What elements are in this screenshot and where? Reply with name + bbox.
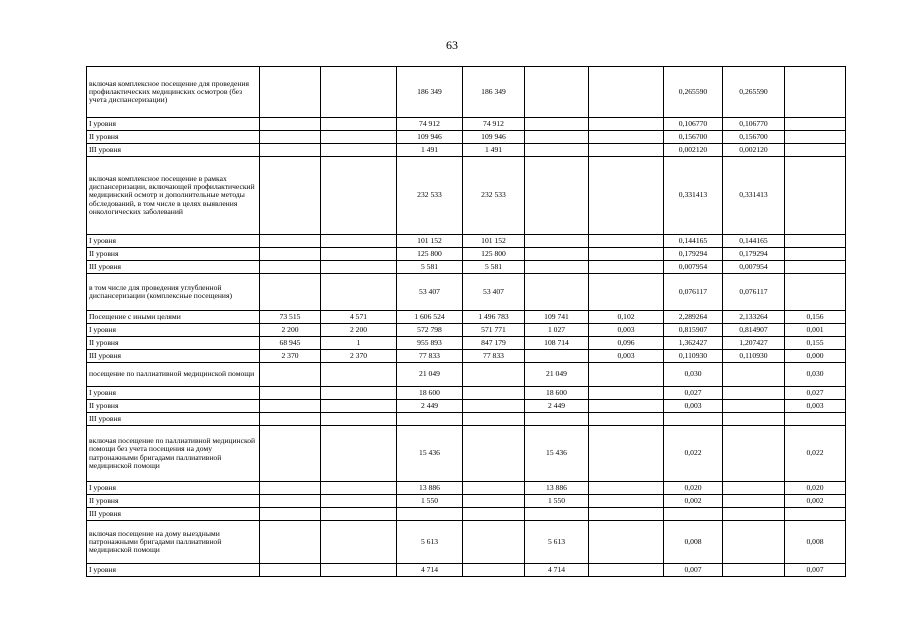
value-cell: 0,265590 [723, 67, 785, 118]
value-cell: 0,022 [664, 426, 723, 482]
value-cell: 109 946 [463, 131, 525, 144]
row-label-cell: III уровня [87, 508, 260, 521]
value-cell: 0,814907 [723, 324, 785, 337]
row-label-cell: I уровня [87, 482, 260, 495]
value-cell [260, 131, 321, 144]
value-cell: 2 449 [525, 400, 589, 413]
value-cell [463, 413, 525, 426]
value-cell: 232 533 [463, 157, 525, 235]
value-cell: 0,110930 [723, 350, 785, 363]
value-cell [723, 564, 785, 577]
row-label-cell: II уровня [87, 400, 260, 413]
value-cell: 13 886 [397, 482, 463, 495]
row-label-cell: I уровня [87, 564, 260, 577]
value-cell [589, 248, 664, 261]
value-cell [397, 508, 463, 521]
value-cell [260, 274, 321, 311]
table-row [87, 363, 846, 387]
value-cell: 73 515 [260, 311, 321, 324]
value-cell [260, 426, 321, 482]
value-cell [785, 248, 846, 261]
value-cell: 13 886 [525, 482, 589, 495]
value-cell [260, 413, 321, 426]
value-cell [463, 387, 525, 400]
value-cell [321, 495, 397, 508]
value-cell [260, 157, 321, 235]
table-row [87, 324, 846, 337]
value-cell [525, 131, 589, 144]
table-row [87, 118, 846, 131]
value-cell: 1 491 [463, 144, 525, 157]
value-cell: 53 407 [397, 274, 463, 311]
value-cell: 1,362427 [664, 337, 723, 350]
value-cell [589, 495, 664, 508]
value-cell: 5 581 [463, 261, 525, 274]
value-cell [785, 261, 846, 274]
value-cell: 186 349 [463, 67, 525, 118]
value-cell: 0,096 [589, 337, 664, 350]
value-cell [589, 482, 664, 495]
table-row [87, 521, 846, 564]
value-cell [525, 118, 589, 131]
value-cell: 0,007 [664, 564, 723, 577]
row-label-cell: II уровня [87, 495, 260, 508]
page-number: 63 [446, 38, 458, 52]
value-cell: 108 714 [525, 337, 589, 350]
value-cell: 18 600 [397, 387, 463, 400]
value-cell: 0,144165 [664, 235, 723, 248]
row-label-cell: II уровня [87, 337, 260, 350]
value-cell: 68 945 [260, 337, 321, 350]
value-cell [260, 363, 321, 387]
value-cell [321, 426, 397, 482]
value-cell: 0,179294 [723, 248, 785, 261]
value-cell [589, 274, 664, 311]
row-label-cell: I уровня [87, 118, 260, 131]
value-cell: 0,030 [664, 363, 723, 387]
value-cell [723, 400, 785, 413]
value-cell: 2 200 [321, 324, 397, 337]
value-cell [589, 131, 664, 144]
value-cell [785, 274, 846, 311]
value-cell: 0,331413 [723, 157, 785, 235]
value-cell [321, 482, 397, 495]
value-cell [785, 67, 846, 118]
value-cell [589, 144, 664, 157]
value-cell [321, 67, 397, 118]
value-cell [463, 495, 525, 508]
value-cell: 74 912 [463, 118, 525, 131]
value-cell: 0,155 [785, 337, 846, 350]
value-cell [463, 400, 525, 413]
value-cell: 0,007 [785, 564, 846, 577]
value-cell: 0,179294 [664, 248, 723, 261]
table-row [87, 426, 846, 482]
value-cell: 109 741 [525, 311, 589, 324]
value-cell: 0,027 [785, 387, 846, 400]
row-label-cell: I уровня [87, 387, 260, 400]
value-cell [525, 157, 589, 235]
value-cell [260, 521, 321, 564]
data-table [86, 66, 846, 577]
value-cell [321, 157, 397, 235]
value-cell: 0,022 [785, 426, 846, 482]
value-cell [321, 235, 397, 248]
value-cell [589, 157, 664, 235]
value-cell: 5 613 [397, 521, 463, 564]
row-label-cell: включая комплексное посещение в рамках диспансеризации, включающей профилактический медицинский осмотр и дополнительные методы обследований, в том числе в целях выявления онкологических заболеваний [87, 157, 260, 235]
value-cell: 2,289264 [664, 311, 723, 324]
value-cell [321, 248, 397, 261]
value-cell: 0,331413 [664, 157, 723, 235]
value-cell: 0,002120 [664, 144, 723, 157]
value-cell: 0,110930 [664, 350, 723, 363]
value-cell: 0,007954 [723, 261, 785, 274]
value-cell [664, 508, 723, 521]
value-cell: 0,076117 [664, 274, 723, 311]
value-cell: 2 200 [260, 324, 321, 337]
value-cell [260, 248, 321, 261]
row-label-cell: III уровня [87, 144, 260, 157]
table-row [87, 400, 846, 413]
value-cell [260, 118, 321, 131]
value-cell: 77 833 [397, 350, 463, 363]
value-cell: 1,207427 [723, 337, 785, 350]
value-cell: 955 893 [397, 337, 463, 350]
value-cell [260, 495, 321, 508]
value-cell [321, 400, 397, 413]
value-cell [260, 144, 321, 157]
table-row [87, 235, 846, 248]
table-row [87, 131, 846, 144]
value-cell [321, 363, 397, 387]
value-cell: 232 533 [397, 157, 463, 235]
value-cell [321, 131, 397, 144]
value-cell: 18 600 [525, 387, 589, 400]
value-cell: 572 798 [397, 324, 463, 337]
value-cell: 0,007954 [664, 261, 723, 274]
value-cell: 15 436 [397, 426, 463, 482]
row-label-cell: III уровня [87, 413, 260, 426]
value-cell: 0,003 [785, 400, 846, 413]
row-label-cell: включая посещение по паллиативной медицинской помощи без учета посещения на дому патронажными бригадами паллиативной медицинской помощи [87, 426, 260, 482]
table-body [87, 67, 846, 577]
value-cell [785, 508, 846, 521]
value-cell: 4 714 [397, 564, 463, 577]
value-cell: 0,020 [785, 482, 846, 495]
value-cell [321, 508, 397, 521]
value-cell: 0,000 [785, 350, 846, 363]
value-cell: 0,003 [664, 400, 723, 413]
value-cell [589, 400, 664, 413]
value-cell [321, 387, 397, 400]
value-cell [525, 248, 589, 261]
value-cell: 1 [321, 337, 397, 350]
value-cell: 4 714 [525, 564, 589, 577]
row-label-cell: посещение по паллиативной медицинской помощи [87, 363, 260, 387]
value-cell: 53 407 [463, 274, 525, 311]
value-cell: 101 152 [397, 235, 463, 248]
value-cell [525, 235, 589, 248]
row-label-cell: III уровня [87, 350, 260, 363]
value-cell [589, 235, 664, 248]
table-row [87, 508, 846, 521]
row-label-cell: III уровня [87, 261, 260, 274]
value-cell [785, 413, 846, 426]
value-cell [785, 131, 846, 144]
table-row [87, 495, 846, 508]
table-row [87, 248, 846, 261]
value-cell: 0,003 [589, 350, 664, 363]
value-cell [321, 274, 397, 311]
value-cell [723, 426, 785, 482]
value-cell [260, 400, 321, 413]
value-cell [321, 413, 397, 426]
value-cell: 0,002120 [723, 144, 785, 157]
value-cell: 21 049 [525, 363, 589, 387]
value-cell: 4 571 [321, 311, 397, 324]
value-cell: 125 800 [397, 248, 463, 261]
value-cell: 77 833 [463, 350, 525, 363]
value-cell: 0,156700 [664, 131, 723, 144]
value-cell [589, 426, 664, 482]
value-cell: 0,106770 [664, 118, 723, 131]
value-cell [785, 118, 846, 131]
value-cell: 847 179 [463, 337, 525, 350]
value-cell [589, 67, 664, 118]
table-row [87, 413, 846, 426]
row-label-cell: включая посещение на дому выездными патронажными бригадами паллиативной медицинской помощи [87, 521, 260, 564]
value-cell [525, 261, 589, 274]
value-cell [321, 564, 397, 577]
table-row [87, 337, 846, 350]
value-cell: 0,102 [589, 311, 664, 324]
value-cell: 1 606 524 [397, 311, 463, 324]
value-cell: 1 491 [397, 144, 463, 157]
value-cell: 0,815907 [664, 324, 723, 337]
value-cell: 125 800 [463, 248, 525, 261]
value-cell [463, 564, 525, 577]
table-row [87, 482, 846, 495]
value-cell: 2 370 [260, 350, 321, 363]
value-cell [525, 67, 589, 118]
value-cell [321, 261, 397, 274]
value-cell: 0,002 [664, 495, 723, 508]
value-cell [525, 274, 589, 311]
value-cell [463, 508, 525, 521]
value-cell [723, 387, 785, 400]
value-cell: 1 496 783 [463, 311, 525, 324]
table-row [87, 350, 846, 363]
row-label-cell: II уровня [87, 131, 260, 144]
value-cell: 2 370 [321, 350, 397, 363]
value-cell: 21 049 [397, 363, 463, 387]
table-row [87, 157, 846, 235]
value-cell: 1 027 [525, 324, 589, 337]
value-cell: 15 436 [525, 426, 589, 482]
value-cell [463, 521, 525, 564]
row-label-cell: Посещение с иными целями [87, 311, 260, 324]
table-row [87, 67, 846, 118]
value-cell: 0,144165 [723, 235, 785, 248]
value-cell [397, 413, 463, 426]
value-cell: 1 550 [525, 495, 589, 508]
value-cell [723, 521, 785, 564]
value-cell: 571 771 [463, 324, 525, 337]
value-cell: 0,008 [785, 521, 846, 564]
value-cell [589, 363, 664, 387]
value-cell: 186 349 [397, 67, 463, 118]
value-cell: 0,002 [785, 495, 846, 508]
value-cell: 5 613 [525, 521, 589, 564]
value-cell: 74 912 [397, 118, 463, 131]
value-cell [723, 508, 785, 521]
value-cell: 109 946 [397, 131, 463, 144]
value-cell: 1 550 [397, 495, 463, 508]
value-cell [785, 144, 846, 157]
value-cell [589, 521, 664, 564]
value-cell [785, 235, 846, 248]
table-row [87, 564, 846, 577]
value-cell [463, 363, 525, 387]
value-cell [463, 426, 525, 482]
value-cell: 0,020 [664, 482, 723, 495]
value-cell [589, 261, 664, 274]
value-cell: 5 581 [397, 261, 463, 274]
value-cell [723, 413, 785, 426]
value-cell: 2,133264 [723, 311, 785, 324]
value-cell [525, 413, 589, 426]
value-cell [525, 144, 589, 157]
value-cell [260, 564, 321, 577]
value-cell [321, 144, 397, 157]
value-cell [463, 482, 525, 495]
value-cell [260, 67, 321, 118]
value-cell [664, 413, 723, 426]
table-row [87, 387, 846, 400]
row-label-cell: в том числе для проведения углубленной диспансеризации (комплексные посещения) [87, 274, 260, 311]
value-cell [589, 118, 664, 131]
value-cell: 0,076117 [723, 274, 785, 311]
value-cell [525, 350, 589, 363]
value-cell [723, 482, 785, 495]
value-cell [260, 482, 321, 495]
value-cell [589, 508, 664, 521]
table-row [87, 311, 846, 324]
value-cell: 0,156700 [723, 131, 785, 144]
value-cell [723, 495, 785, 508]
value-cell [321, 118, 397, 131]
value-cell [785, 157, 846, 235]
value-cell [589, 387, 664, 400]
value-cell [260, 508, 321, 521]
value-cell: 0,008 [664, 521, 723, 564]
value-cell: 0,001 [785, 324, 846, 337]
value-cell [589, 413, 664, 426]
value-cell: 101 152 [463, 235, 525, 248]
value-cell [321, 521, 397, 564]
row-label-cell: II уровня [87, 248, 260, 261]
table-row [87, 261, 846, 274]
value-cell: 0,156 [785, 311, 846, 324]
value-cell [589, 564, 664, 577]
value-cell: 2 449 [397, 400, 463, 413]
row-label-cell: I уровня [87, 324, 260, 337]
value-cell [260, 235, 321, 248]
value-cell: 0,027 [664, 387, 723, 400]
value-cell [723, 363, 785, 387]
value-cell: 0,265590 [664, 67, 723, 118]
table-row [87, 274, 846, 311]
value-cell [525, 508, 589, 521]
value-cell [260, 261, 321, 274]
row-label-cell: I уровня [87, 235, 260, 248]
value-cell: 0,003 [589, 324, 664, 337]
value-cell: 0,106770 [723, 118, 785, 131]
value-cell [260, 387, 321, 400]
value-cell: 0,030 [785, 363, 846, 387]
row-label-cell: включая комплексное посещение для проведения профилактических медицинских осмотров (без учета диспансеризации) [87, 67, 260, 118]
table-row [87, 144, 846, 157]
